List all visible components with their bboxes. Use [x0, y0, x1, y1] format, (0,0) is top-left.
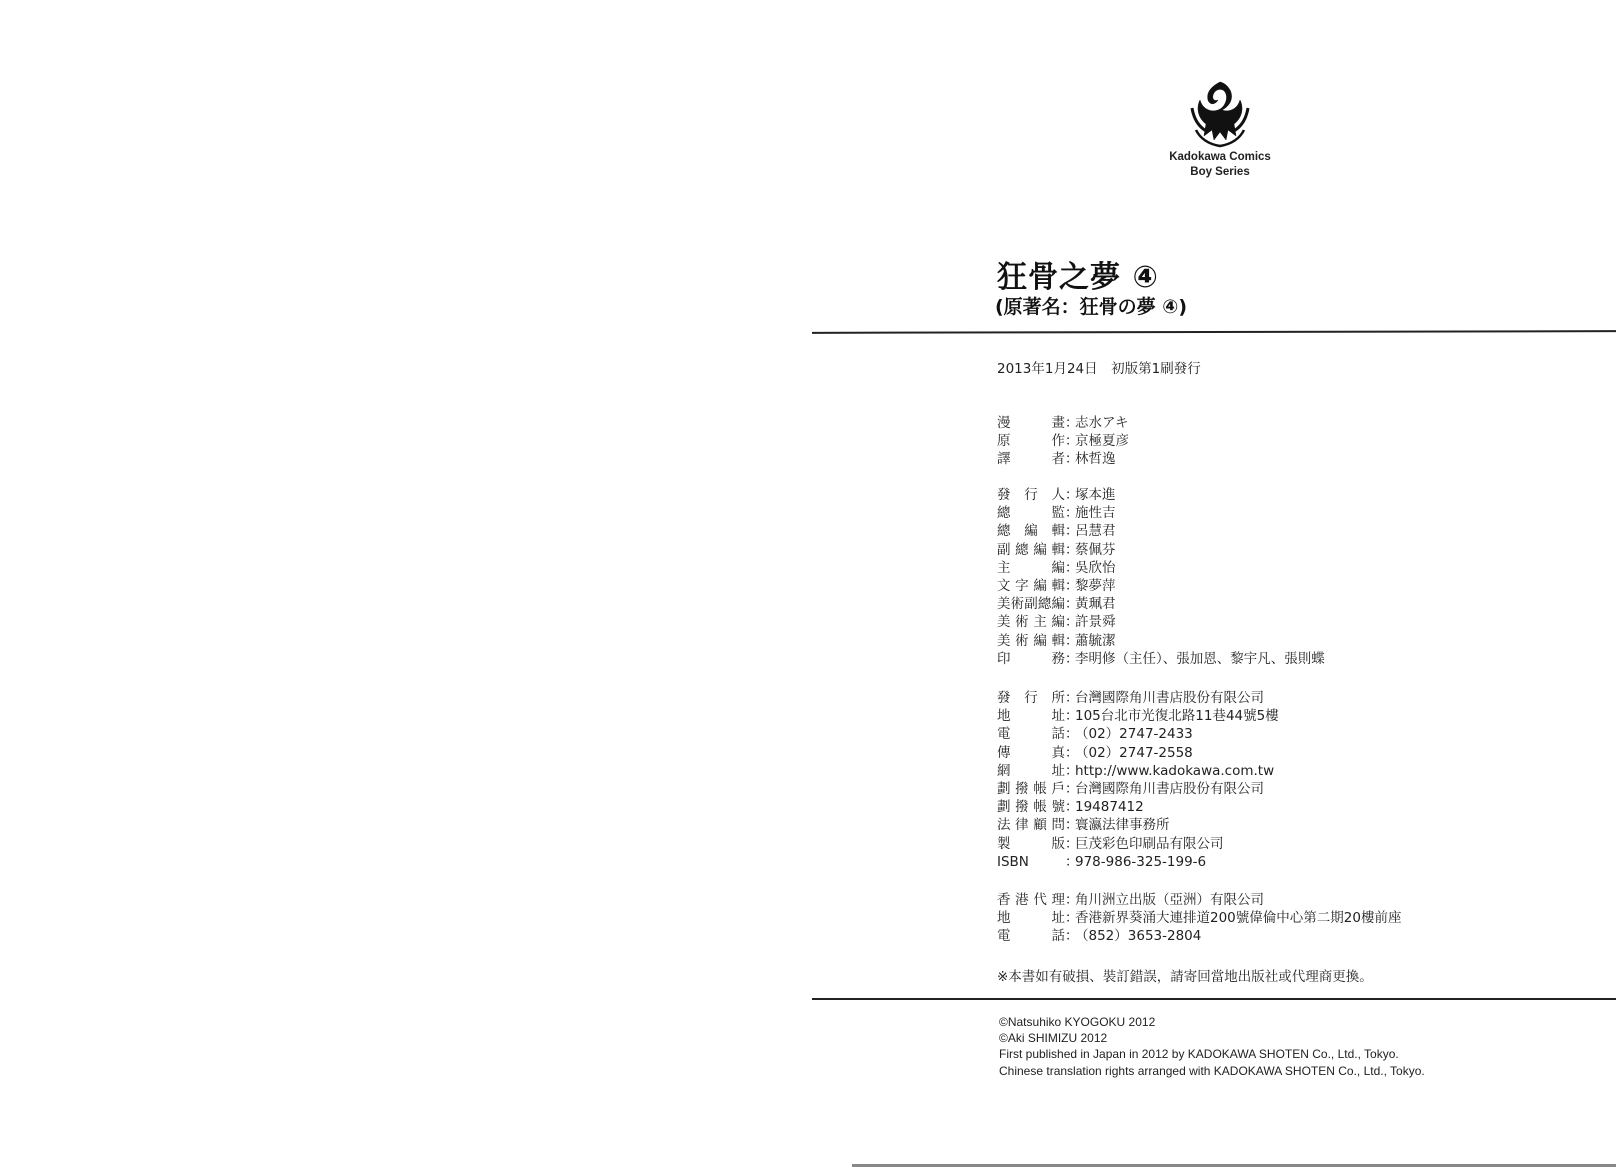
credit-label: 劃撥帳號	[997, 799, 1065, 816]
credit-value: 蔡佩芬	[1075, 541, 1116, 558]
credit-row	[997, 853, 1279, 871]
credit-value: 香港新界葵涌大連排道200號偉倫中心第二期20樓前座	[1075, 910, 1402, 927]
credit-label: 總編輯	[997, 523, 1065, 540]
credit-label: 地址	[997, 708, 1065, 725]
copyright-line: ©Aki SHIMIZU 2012	[999, 1031, 1108, 1046]
credit-label: 製版	[997, 835, 1065, 852]
credits-group-1	[997, 414, 1129, 469]
credit-label: 香港代理	[997, 892, 1065, 908]
credit-value: 角川洲立出版（亞洲）有限公司	[1075, 892, 1264, 908]
credit-colon: ：	[1065, 744, 1079, 761]
credit-value: 巨茂彩色印刷品有限公司	[1075, 835, 1224, 852]
credit-row	[997, 780, 1279, 798]
credit-colon: ：	[1065, 559, 1079, 576]
credit-colon: ：	[1065, 928, 1079, 945]
credit-value: 呂慧君	[1075, 523, 1116, 540]
credit-label: 美術主編	[997, 614, 1065, 631]
credit-row	[997, 744, 1279, 762]
divider-top	[812, 330, 1616, 333]
credit-row	[997, 432, 1129, 450]
logo-line-2: Boy Series	[1190, 166, 1250, 178]
credit-colon: ：	[1065, 487, 1079, 503]
credit-label: 主編	[997, 559, 1065, 576]
credit-value: 蕭毓潔	[1075, 632, 1116, 649]
credit-colon: ：	[1065, 690, 1079, 706]
credit-colon: ：	[1065, 726, 1079, 743]
credit-colon: ：	[1065, 781, 1079, 798]
credit-label: 譯者	[997, 451, 1065, 468]
credit-label: 漫畫	[997, 415, 1065, 431]
credit-value: 吳欣怡	[1075, 559, 1116, 576]
credit-value: 台灣國際角川書店股份有限公司	[1075, 781, 1264, 798]
credit-row	[997, 725, 1279, 743]
credit-row	[997, 632, 1325, 650]
credit-colon: ：	[1065, 853, 1079, 870]
credit-colon: ：	[1065, 799, 1079, 816]
credit-row	[997, 650, 1325, 668]
logo-line-1: Kadokawa Comics	[1169, 151, 1271, 163]
credit-label: 原作	[997, 433, 1065, 450]
credit-colon: ：	[1065, 708, 1079, 725]
credit-value: 志水アキ	[1075, 415, 1129, 431]
credit-row	[997, 559, 1325, 577]
credit-label: 網址	[997, 762, 1065, 779]
credit-colon: ：	[1065, 762, 1079, 779]
credit-value: （02）2747-2558	[1075, 744, 1193, 761]
credit-label: 法律顧問	[997, 817, 1065, 834]
credit-value: 黎夢萍	[1075, 578, 1116, 595]
credit-value: 台灣國際角川書店股份有限公司	[1075, 690, 1264, 706]
credit-colon: ：	[1065, 541, 1079, 558]
credit-value: 19487412	[1075, 799, 1144, 816]
copyright-line: Chinese translation rights arranged with KADOKAWA SHOTEN Co., Ltd., Tokyo.	[999, 1063, 1425, 1078]
edition-date: 2013年1月24日 初版第1刷發行	[997, 361, 1201, 377]
credit-value: http://www.kadokawa.com.tw	[1075, 762, 1275, 779]
credit-label: 總監	[997, 505, 1065, 522]
credit-value: 塚本進	[1075, 487, 1116, 503]
credit-value: 李明修（主任）、張加恩、黎宇凡、張則蝶	[1075, 650, 1325, 667]
credit-value: 許景舜	[1075, 614, 1116, 631]
credit-colon: ：	[1065, 835, 1079, 852]
phoenix-emblem-icon	[1184, 78, 1256, 150]
credit-colon: ：	[1065, 817, 1079, 834]
credit-label: 印務	[997, 650, 1065, 667]
credit-colon: ：	[1065, 892, 1079, 908]
credit-label: 文字編輯	[997, 578, 1065, 595]
book-title: 狂骨之夢 ④	[997, 260, 1159, 295]
credit-row	[997, 577, 1325, 595]
credits-group-4	[997, 891, 1401, 946]
credit-row	[997, 798, 1279, 816]
credit-colon: ：	[1065, 415, 1079, 431]
credit-row	[997, 891, 1401, 909]
credit-row	[997, 486, 1325, 504]
credit-value: 京極夏彦	[1075, 433, 1129, 450]
credit-value: （852）3653-2804	[1075, 928, 1202, 945]
publisher-logo	[1150, 78, 1290, 180]
page-bottom-edge	[852, 1164, 1616, 1167]
credit-value: 寰瀛法律事務所	[1075, 817, 1170, 834]
credit-colon: ：	[1065, 451, 1079, 468]
credits-group-3	[997, 689, 1279, 871]
credit-label: 電話	[997, 928, 1065, 945]
credit-colon: ：	[1065, 433, 1079, 450]
credit-value: 施性吉	[1075, 505, 1116, 522]
credit-row	[997, 414, 1129, 432]
original-title: (原著名：狂骨の夢 ④)	[995, 296, 1188, 318]
credit-label: 美術編輯	[997, 632, 1065, 649]
credit-row	[997, 504, 1325, 522]
credit-value: 黃珮君	[1075, 596, 1116, 613]
credit-label: 副總編輯	[997, 541, 1065, 558]
credit-label: 傳真	[997, 744, 1065, 761]
credit-row	[997, 450, 1129, 468]
credits-group-2	[997, 486, 1325, 668]
credit-row	[997, 909, 1401, 927]
credit-value: （02）2747-2433	[1075, 726, 1193, 743]
credit-label: 劃撥帳戶	[997, 781, 1065, 798]
credit-label: 發行人	[997, 487, 1065, 503]
credit-colon: ：	[1065, 596, 1079, 613]
credit-colon: ：	[1065, 632, 1079, 649]
credit-row	[997, 613, 1325, 631]
credit-row	[997, 927, 1401, 945]
copyright-line: ©Natsuhiko KYOGOKU 2012	[999, 1015, 1156, 1029]
damage-notice: ※本書如有破損、裝訂錯誤，請寄回當地出版社或代理商更換。	[997, 969, 1373, 985]
credit-row	[997, 816, 1279, 834]
credit-value: 105台北市光復北路11巷44號5樓	[1075, 708, 1279, 725]
credit-colon: ：	[1065, 614, 1079, 631]
copyright-block	[999, 1014, 1425, 1079]
credit-label: 發行所	[997, 690, 1065, 706]
credit-row	[997, 595, 1325, 613]
credit-colon: ：	[1065, 650, 1079, 667]
credit-row	[997, 762, 1279, 780]
divider-bottom	[812, 998, 1616, 1000]
credit-label: ISBN	[997, 853, 1029, 870]
credit-label: 美術副總編	[997, 596, 1065, 613]
credit-value: 林哲逸	[1075, 451, 1116, 468]
credit-row	[997, 522, 1325, 540]
credit-row	[997, 835, 1279, 853]
credit-row	[997, 707, 1279, 725]
credit-colon: ：	[1065, 910, 1079, 927]
credit-value: 978-986-325-199-6	[1075, 853, 1207, 870]
credit-label: 地址	[997, 910, 1065, 927]
credit-row	[997, 541, 1325, 559]
credit-colon: ：	[1065, 505, 1079, 522]
credit-label: 電話	[997, 726, 1065, 743]
credit-row	[997, 689, 1279, 707]
credit-colon: ：	[1065, 523, 1079, 540]
credit-colon: ：	[1065, 578, 1079, 595]
copyright-line: First published in Japan in 2012 by KADOKAWA SHOTEN Co., Ltd., Tokyo.	[999, 1047, 1399, 1062]
